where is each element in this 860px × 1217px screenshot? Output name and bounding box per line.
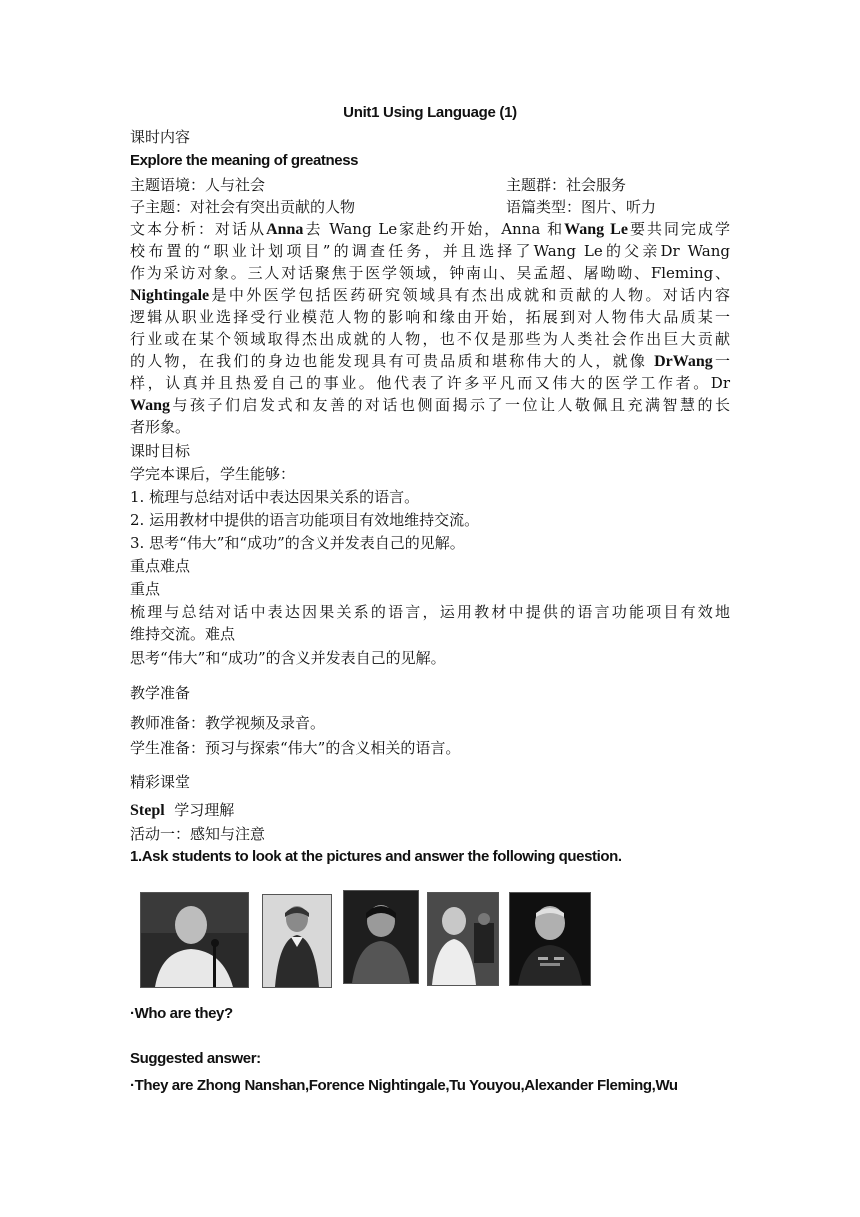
photo-nightingale — [262, 894, 332, 988]
analysis-text: 与孩子们启发式和友善的对话也侧面揭示了一位让人敬佩且充满智慧的长 — [170, 396, 730, 414]
heading-prep: 教学准备 — [130, 684, 191, 702]
subtheme: 子主题：对社会有突出贡献的人物 — [130, 198, 356, 216]
step-1-label: Stepl — [130, 802, 165, 819]
analysis-line-10: 者形象。 — [130, 418, 191, 436]
analysis-text: 是中外医学包括医药研究领域具有杰出成就和贡献的人物。对话内容 — [209, 286, 730, 304]
name-wang-le: Wang Le — [564, 221, 628, 238]
goal-item: 3. 思考“伟大”和“成功”的含义并发表自己的见解。 — [130, 534, 465, 552]
photo-wu-mengchao — [509, 892, 591, 986]
analysis-text: 要共同完成学 — [627, 220, 730, 238]
task-1: 1.Ask students to look at the pictures and answer the following question. — [130, 848, 622, 865]
step-1-text: 学习理解 — [174, 801, 235, 819]
analysis-line-6: 行业或在某个领域取得杰出成就的人物，也不仅是那些为人类社会作出巨大贡献 — [130, 330, 730, 348]
student-prep: 学生准备：预习与探索“伟大”的含义相关的语言。 — [130, 739, 461, 757]
page-title: Unit1 Using Language (1) — [343, 104, 517, 121]
text-type: 语篇类型：图片、听力 — [506, 198, 657, 216]
activity-1: 活动一：感知与注意 — [130, 825, 266, 843]
photo-zhong-nanshan — [140, 892, 249, 988]
step-1 — [130, 800, 234, 821]
name-wang: Wang — [130, 397, 171, 414]
suggested-answer-label: Suggested answer: — [130, 1050, 261, 1067]
explore-heading: Explore the meaning of greatness — [130, 152, 359, 169]
difficulty-text: 思考“伟大”和“成功”的含义并发表自己的见解。 — [130, 649, 446, 667]
analysis-text: 一 — [712, 352, 730, 370]
analysis-text: 的人物，在我们的身边也能发现具有可贵品质和堪称伟大的人，就像 — [130, 352, 655, 370]
key-line-1: 梳理与总结对话中表达因果关系的语言，运用教材中提供的语言功能项目有效地 — [130, 603, 730, 621]
heading-lesson-content: 课时内容 — [130, 128, 191, 146]
photo-tu-youyou — [343, 890, 419, 984]
heading-key: 重点 — [130, 580, 161, 598]
name-nightingale: Nightingale — [130, 287, 210, 304]
analysis-line-5: 逻辑从职业选择受行业模范人物的影响和缘由开始，拓展到对人物伟大品质某一 — [130, 308, 730, 326]
analysis-line-2: 校布置的“职业计划项目”的调查任务，并且选择了Wang Le的父亲Dr Wang — [130, 242, 730, 260]
goal-item: 2. 运用教材中提供的语言功能项目有效地维持交流。 — [130, 511, 480, 529]
analysis-line-7 — [130, 351, 730, 372]
heading-goals: 课时目标 — [130, 442, 191, 460]
goals-intro: 学完本课后，学生能够： — [130, 465, 296, 483]
analysis-line-9 — [130, 395, 730, 416]
name-anna: Anna — [266, 221, 304, 238]
question-who: ·Who are they? — [130, 1005, 233, 1022]
teacher-prep: 教师准备：教学视频及录音。 — [130, 714, 326, 732]
heading-class: 精彩课堂 — [130, 773, 191, 791]
heading-keypoints: 重点难点 — [130, 557, 191, 575]
theme-group: 主题群：社会服务 — [506, 176, 627, 194]
photo-fleming — [427, 892, 499, 986]
theme-row — [130, 175, 265, 195]
analysis-text: 文本分析：对话从 — [130, 220, 267, 238]
analysis-text: 去 Wang Le家赴约开始，Anna 和 — [303, 220, 565, 238]
theme-context: 主题语境：人与社会 — [130, 176, 266, 194]
analysis-line-8: 样，认真并且热爱自己的事业。他代表了许多平凡而又伟大的医学工作者。Dr — [130, 374, 730, 392]
key-line-2: 维持交流。难点 — [130, 625, 236, 643]
analysis-line-1 — [130, 219, 730, 240]
name-drwang: DrWang — [654, 353, 713, 370]
goal-item: 1. 梳理与总结对话中表达因果关系的语言。 — [130, 488, 420, 506]
analysis-line-3: 作为采访对象。三人对话聚焦于医学领域，钟南山、吴孟超、屠呦呦、Fleming、 — [130, 264, 730, 282]
answer-text: ·They are Zhong Nanshan,Forence Nightingale,Tu Youyou,Alexander Fleming,Wu — [130, 1077, 678, 1094]
analysis-line-4 — [130, 285, 730, 306]
